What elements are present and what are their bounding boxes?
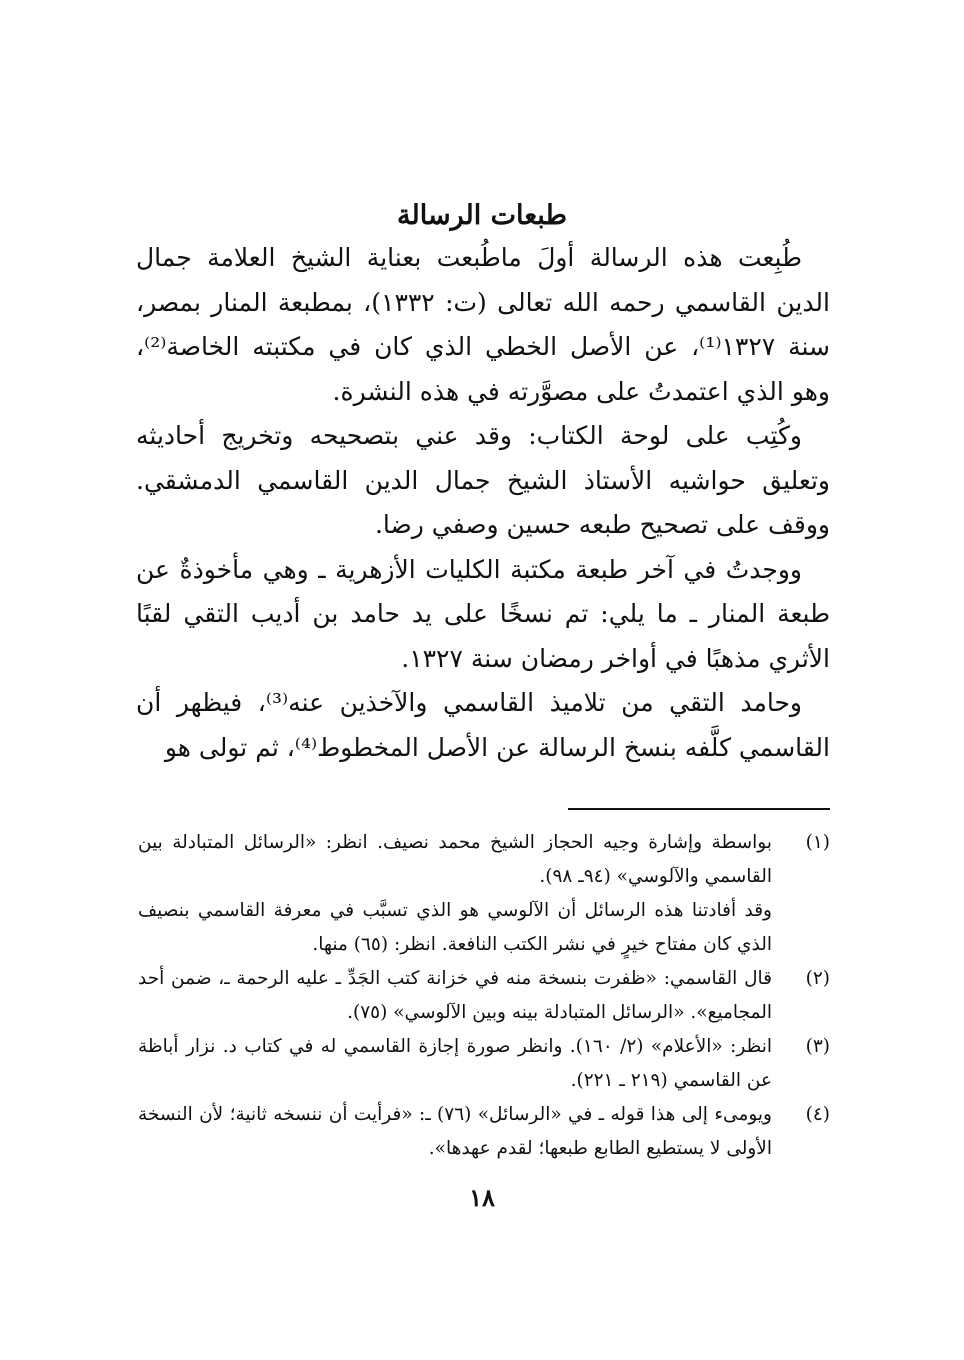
footnote-1-continuation: وقد أفادتنا هذه الرسائل أن الآلوسي هو الذي تسبَّب في معرفة القاسمي بنصيف الذي كان مفتاح خيرٍ في نشر الكتب النافعة. انظر: (٦٥) منها. xyxy=(138,900,772,955)
footnote-text: ويومىء إلى هذا قوله ـ في «الرسائل» (٧٦) ـ: «فرأيت أن ننسخه ثانية؛ لأن النسخة الأولى لا يستطيع الطابع طبعها؛ لقدم عهدها». xyxy=(138,1104,772,1159)
page-number: ١٨ xyxy=(469,1183,495,1212)
footnote-number: (٣) xyxy=(805,1036,830,1057)
paragraph-4: وحامد التقي من تلاميذ القاسمي والآخذين عنه⁽³⁾، فيظهر أن القاسمي كلَّفه بنسخ الرسالة عن الأصل المخطوط⁽⁴⁾، ثم تولى هو xyxy=(136,688,830,762)
footnote-number: (٢) xyxy=(805,968,830,989)
footnote-divider xyxy=(568,808,830,810)
section-title: طبعات الرسالة xyxy=(397,200,567,232)
main-text xyxy=(136,236,830,770)
footnote-number: (٤) xyxy=(805,1104,830,1125)
footnote-number: (١) xyxy=(805,832,830,853)
paragraph-3: ووجدتُ في آخر طبعة مكتبة الكليات الأزهرية ـ وهي مأخوذةٌ عن طبعة المنار ـ ما يلي: تم نسخًا على يد حامد بن أديب التقي لقبًا الأثري مذهبًا في أواخر رمضان سنة ١٣٢٧. xyxy=(136,554,830,673)
footnote-2 xyxy=(138,962,830,1030)
footnotes xyxy=(138,826,830,1166)
paragraph-1: طُبِعت هذه الرسالة أولَ ماطُبعت بعناية الشيخ العلامة جمال الدين القاسمي رحمه الله تعالى (ت: ١٣٣٢)، بمطبعة المنار بمصر، سنة ١٣٢٧⁽¹⁾، عن الأصل الخطي الذي كان في مكتبته الخاصة⁽²⁾، وهو الذي اعتمدتُ على مصوَّرته في هذه النشرة. xyxy=(136,243,831,406)
footnote-4 xyxy=(138,1098,830,1166)
footnote-text: انظر: «الأعلام» (٢/ ١٦٠). وانظر صورة إجازة القاسمي له في كتاب د. نزار أباظة عن القاسمي (٢١٩ ـ ٢٢١). xyxy=(138,1036,772,1091)
footnote-1 xyxy=(138,826,830,894)
footnote-3 xyxy=(138,1030,830,1098)
footnote-text: بواسطة وإشارة وجيه الحجاز الشيخ محمد نصيف. انظر: «الرسائل المتبادلة بين القاسمي والآلوسي» (٩٤ـ ٩٨). xyxy=(138,832,772,887)
paragraph-2: وكُتِب على لوحة الكتاب: وقد عني بتصحيحه وتخريج أحاديثه وتعليق حواشيه الأستاذ الشيخ جمال الدين القاسمي الدمشقي. ووقف على تصحيح طبعه حسين وصفي رضا. xyxy=(136,421,830,539)
footnote-text: قال القاسمي: «ظفرت بنسخة منه في خزانة كتب الجَدِّ ـ عليه الرحمة ـ، ضمن أحد المجاميع». «الرسائل المتبادلة بينه وبين الآلوسي» (٧٥). xyxy=(138,968,772,1023)
